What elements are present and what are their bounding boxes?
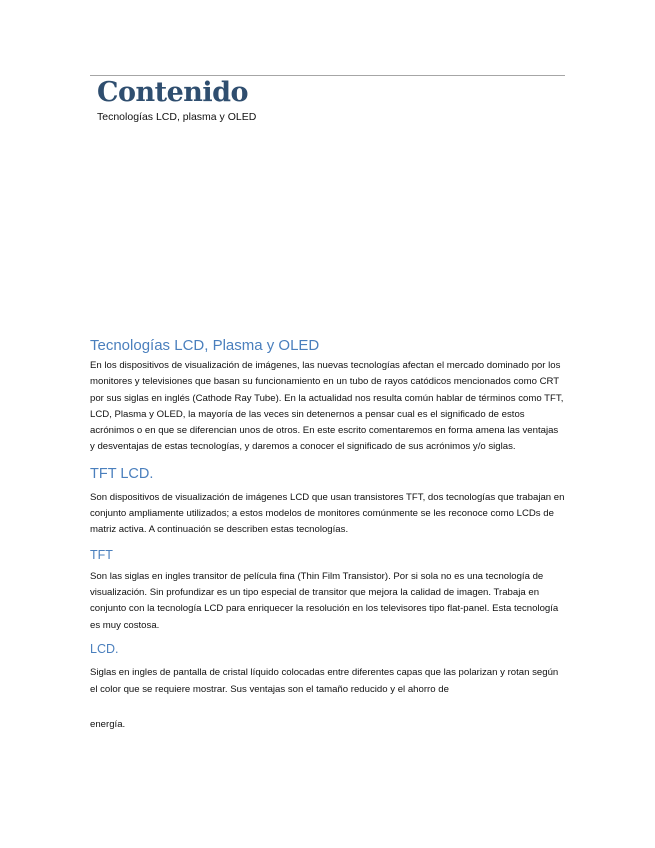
tft-lcd-heading: TFT LCD. <box>90 465 154 482</box>
intro-paragraph: En los dispositivos de visualización de imágenes, las nuevas tecnologías afectan el mercado dominado por los monitores y televisiones que basan su funcionamiento en un tubo de rayos catódicos mencionados como CRT por sus siglas en inglés (Cathode Ray Tube). En la actualidad nos resulta común hablar de términos como TFT, LCD, Plasma y OLED, la mayoría de las veces sin detenernos a pensar cual es el significado de estos acrónimos o en que se diferencian unos de otros. En este escrito comentaremos en forma amena las ventajas y desventajas de estas tecnologías, y daremos a conocer el significado de sus acrónimos y/o siglas. <box>90 360 564 453</box>
lcd-paragraph-end: energía. <box>90 718 126 730</box>
document-body <box>90 336 565 733</box>
document-subtitle: Tecnologías LCD, plasma y OLED <box>97 111 257 123</box>
tft-lcd-paragraph: Son dispositivos de visualización de imágenes LCD que usan transistores TFT, dos tecnologías que trabajan en conjunto ampliamente utilizados; a estos modelos de monitores comúnmente se les reconoce como LCDs de matriz activa. A continuación se describen estas tecnologías. <box>90 491 565 536</box>
tft-paragraph: Son las siglas en ingles transitor de película fina (Thin Film Transistor). Por si sola no es una tecnología de visualización. Sin profundizar es un tipo especial de transitor que mejora la calidad de imagen. Trabaja en conjunto con la tecnología LCD para enriquecer la resolución en los televisores tipo flat-panel. Esta tecnología es muy costosa. <box>90 570 559 631</box>
tft-heading: TFT <box>90 547 113 562</box>
lcd-paragraph: Siglas en ingles de pantalla de cristal líquido colocadas entre diferentes capas que las polarizan y rotan según el color que se requiere mostrar. Sus ventajas son el tamaño reducido y el ahorro de <box>90 666 559 695</box>
main-heading: Tecnologías LCD, Plasma y OLED <box>90 337 320 354</box>
lcd-heading: LCD. <box>90 641 119 656</box>
document-title: Contenido <box>97 77 249 108</box>
